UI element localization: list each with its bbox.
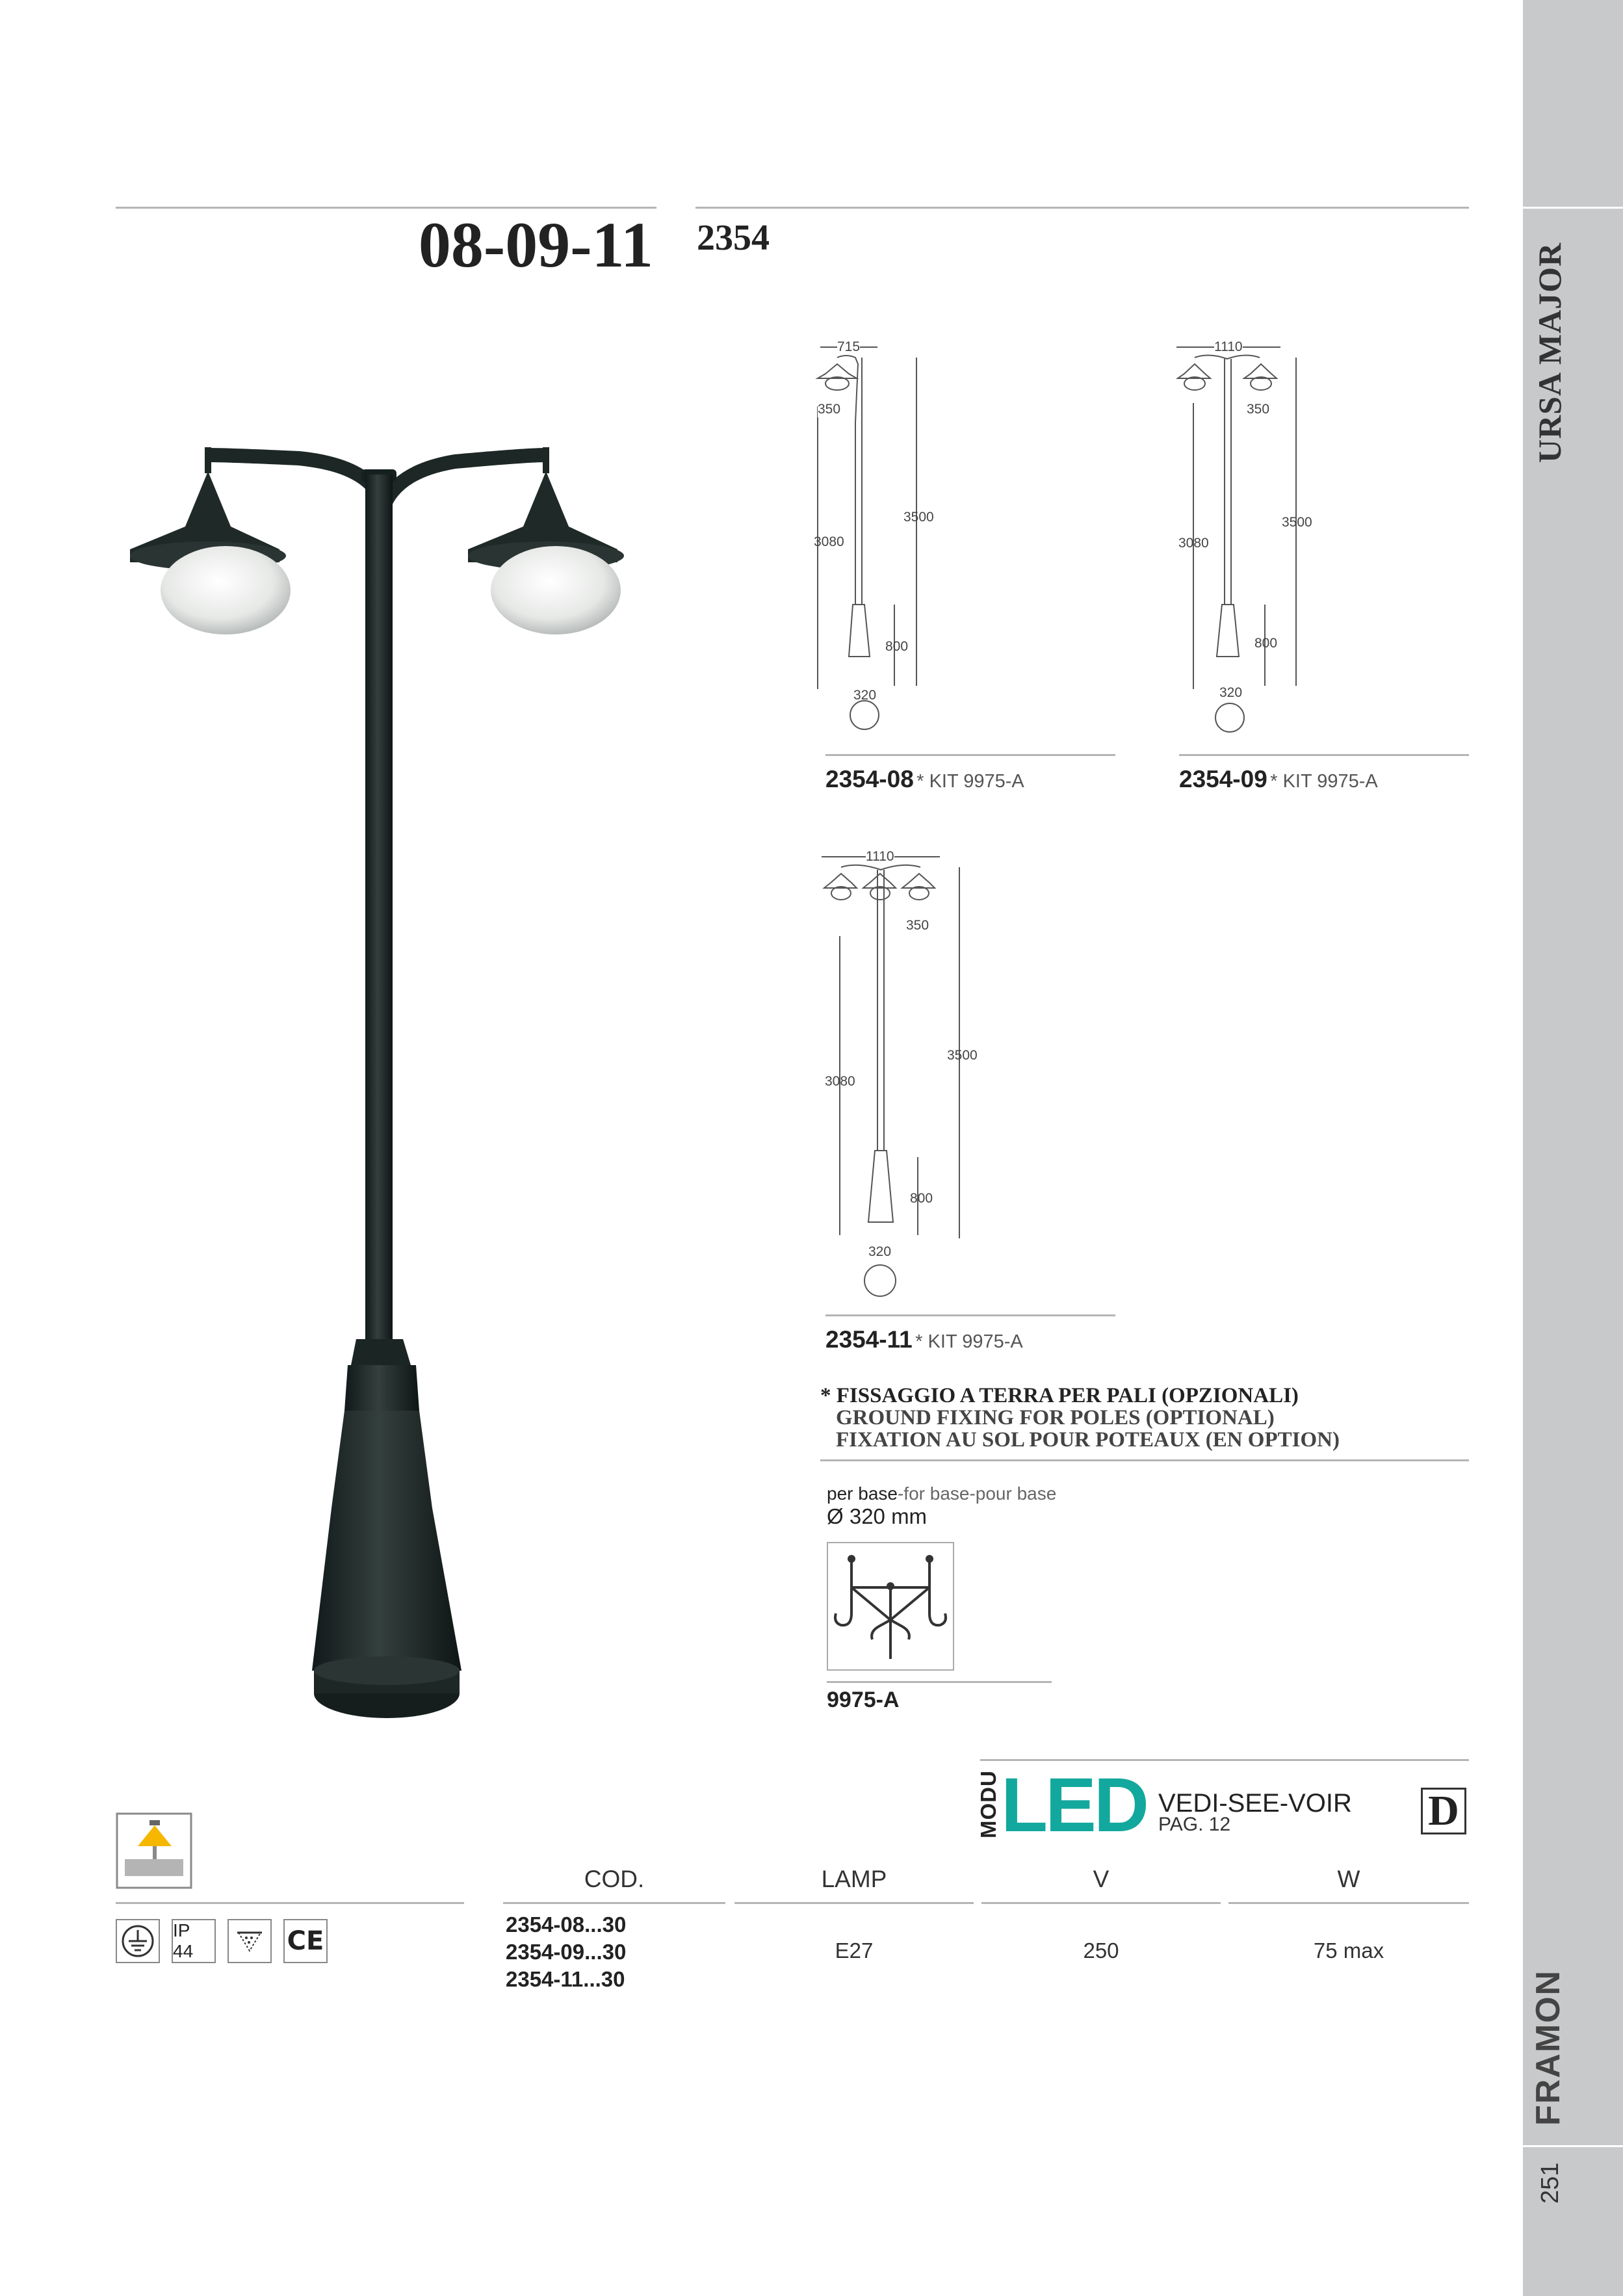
table-header-rule [734, 1902, 974, 1904]
family-codes-title: 08-09-11 [418, 209, 653, 281]
dim-base-d: 320 [853, 688, 877, 703]
dim-width: 1110 [1214, 339, 1243, 354]
led-prefix: MODU [976, 1770, 1000, 1838]
drawing-kit: * KIT 9975-A [1270, 771, 1378, 792]
base-caption [827, 1483, 1056, 1504]
dim-base-h: 800 [910, 1191, 933, 1206]
drawing-kit: * KIT 9975-A [916, 771, 1024, 792]
drawing-label [1179, 766, 1378, 793]
fixing-rule [820, 1459, 1469, 1461]
table-rule-left [116, 1902, 464, 1904]
table-lamp-cell: E27 [835, 1938, 874, 1963]
table-code-cell [506, 1911, 626, 1993]
led-logo: LED [1001, 1762, 1147, 1848]
table-header-lamp: LAMP [821, 1866, 887, 1892]
ce-mark-icon: CE [283, 1919, 328, 1963]
fixing-note-en: GROUND FIXING FOR POLES (OPTIONAL) [836, 1406, 1275, 1429]
dim-h1: 3080 [825, 1074, 855, 1089]
sidebar [1523, 0, 1623, 2296]
dim-base-h: 800 [1254, 636, 1278, 651]
dim-width: 1110 [866, 849, 894, 864]
kit-rule [827, 1681, 1052, 1683]
ground-fixing-kit-drawing [827, 1542, 954, 1671]
ip-rating-badge: IP 44 [172, 1919, 216, 1963]
class-letter-badge: D [1421, 1788, 1466, 1834]
header-rule-right [695, 207, 1469, 209]
ground-installation-icon [116, 1812, 192, 1889]
drawing-rule [825, 754, 1115, 756]
dim-lamp: 350 [906, 918, 929, 933]
fixing-note-it: * FISSAGGIO A TERRA PER PALI (OPZIONALI) [820, 1384, 1299, 1407]
base-diameter: Ø 320 mm [827, 1504, 928, 1528]
table-header-rule [1228, 1902, 1469, 1904]
fixing-note-fr: FIXATION AU SOL POUR POTEAUX (EN OPTION) [836, 1428, 1340, 1452]
drawing-kit: * KIT 9975-A [915, 1331, 1023, 1352]
table-watt-cell: 75 max [1313, 1938, 1384, 1963]
page-number: 251 [1537, 2162, 1564, 2204]
drawing-rule [1179, 754, 1469, 756]
base-caption-it: per base [827, 1483, 898, 1504]
ground-symbol-icon [116, 1919, 160, 1963]
dim-base-h: 800 [885, 639, 909, 654]
table-header-rule [981, 1902, 1221, 1904]
table-header-watt: W [1337, 1866, 1360, 1892]
dim-h2: 3500 [903, 510, 934, 525]
drawing-code: 2354-11 [825, 1326, 913, 1353]
table-header-rule [503, 1902, 725, 1904]
table-code: 2354-09...30 [506, 1940, 627, 1964]
drawing-rule [825, 1314, 1115, 1316]
dim-lamp: 350 [1247, 402, 1270, 417]
table-voltage-cell: 250 [1083, 1938, 1119, 1963]
kit-code: 9975-A [827, 1688, 900, 1712]
dim-h2: 3500 [947, 1048, 978, 1063]
dim-lamp: 350 [818, 402, 841, 417]
fixing-note [820, 1385, 1340, 1451]
class-marking-icon [227, 1919, 272, 1963]
drawing-label [825, 766, 1024, 793]
led-rule [980, 1759, 1469, 1761]
brand-logo: FRAMON [1529, 1969, 1567, 2126]
drawing-code: 2354-08 [825, 766, 914, 792]
drawing-label [825, 1326, 1023, 1353]
dim-width: 715 [837, 339, 861, 354]
dim-base-d: 320 [1219, 685, 1243, 700]
led-page-ref: PAG. 12 [1158, 1814, 1231, 1835]
pole-lamp-photo [123, 436, 643, 1742]
drawing-2354-11 [812, 845, 981, 1300]
product-number: 2354 [697, 218, 770, 258]
dim-base-d: 320 [868, 1244, 892, 1259]
collection-name: URSA MAJOR [1531, 242, 1568, 463]
sidebar-divider [1523, 2145, 1623, 2147]
table-header-code: COD. [584, 1866, 645, 1892]
dim-h1: 3080 [814, 534, 844, 549]
table-header-voltage: V [1093, 1866, 1110, 1892]
table-code: 2354-08...30 [506, 1912, 627, 1937]
drawing-code: 2354-09 [1179, 766, 1267, 792]
dim-h1: 3080 [1178, 536, 1209, 551]
base-caption-other: -for base-pour base [897, 1483, 1057, 1504]
dim-h2: 3500 [1282, 515, 1312, 530]
sidebar-divider [1523, 207, 1623, 209]
table-code: 2354-11...30 [506, 1967, 625, 1991]
led-see-text: VEDI-SEE-VOIR [1158, 1789, 1352, 1818]
